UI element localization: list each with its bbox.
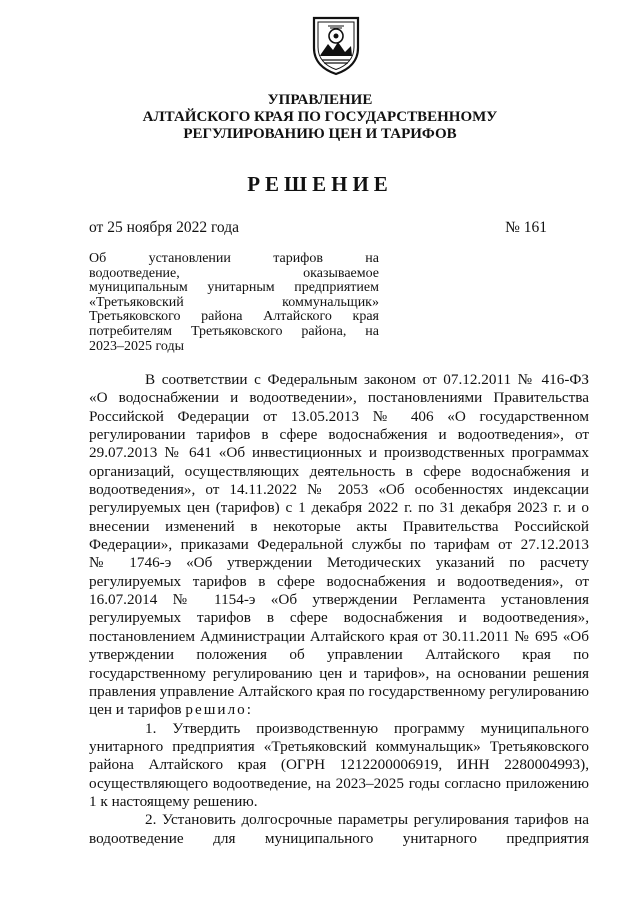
body-line: Федерации», приказами Федеральной службы по тарифам от 27.12.2013	[89, 536, 589, 554]
header-line: АЛТАЙСКОГО КРАЯ ПО ГОСУДАРСТВЕННОМУ	[142, 109, 498, 125]
document-body	[89, 371, 589, 848]
body-line: Российской Федерации от 13.05.2013 № 406 «О государственном	[89, 407, 589, 425]
item-1-line: осуществляющего водоотведение, на 2023–2025 годы согласно приложению	[89, 774, 589, 792]
coat-of-arms-emblem	[308, 14, 364, 76]
document-date: от 25 ноября 2022 года	[89, 219, 240, 236]
document-title: РЕШЕНИЕ	[247, 172, 393, 196]
document-number: № 161	[505, 219, 547, 236]
header-line: РЕГУЛИРОВАНИЮ ЦЕН И ТАРИФОВ	[183, 126, 457, 142]
body-line: 29.07.2013 № 641 «Об инвестиционных и производственных программах	[89, 444, 589, 462]
subject-line: Третьяковского района Алтайского края	[89, 309, 379, 325]
body-line: внесении изменений в некоторые акты Правительства Российской	[89, 517, 589, 535]
body-line: государственному регулированию цен и тарифов», на основании решения	[89, 664, 589, 682]
resolution-prefix: цен и тарифов	[89, 701, 186, 719]
item-1-line: района Алтайского края (ОГРН 1212200006919, ИНН 2280004993),	[89, 756, 589, 774]
item-1-line: 1. Утвердить производственную программу муниципального	[145, 719, 589, 737]
body-line: регулируемых тарифов в сфере водоснабжения и водоотведения», от	[89, 572, 589, 590]
body-line: водоотведения», от 14.11.2022 № 2053 «Об особенностях индексации	[89, 481, 589, 499]
body-line: В соответствии с Федеральным законом от 07.12.2011 № 416-ФЗ	[145, 371, 589, 388]
body-line: регулировании тарифов в сфере водоснабжения и водоотведения», от	[89, 426, 589, 444]
subject-line: Об установлении тарифов на	[89, 251, 379, 266]
body-line: правления управление Алтайского края по государственному регулированию	[89, 682, 589, 700]
authority-header	[0, 92, 640, 143]
body-line-resolution	[89, 701, 589, 719]
header-line: УПРАВЛЕНИЕ	[267, 92, 373, 108]
item-1-line: унитарного предприятия «Третьяковский коммунальщик» Третьяковского	[89, 737, 589, 755]
document-subject	[89, 252, 379, 354]
body-line: утверждении положения об управлении Алтайского края по	[89, 646, 589, 664]
body-line: 16.07.2014 № 1154-э «Об утверждении Регламента установления	[89, 591, 589, 609]
body-line: № 1746-э «Об утверждении Методических указаний по расчету	[89, 554, 589, 572]
subject-line: 2023–2025 годы	[89, 338, 185, 354]
resolved-word: решило:	[185, 701, 253, 719]
item-2-line: водоотведение для муниципального унитарного предприятия	[89, 829, 589, 847]
body-line: регулируемых цен (тарифов) с 1 декабря 2022 г. по 31 декабря 2023 г. и о	[89, 499, 589, 517]
body-line: организаций, осуществляющих деятельность в сфере водоснабжения и	[89, 462, 589, 480]
subject-line: водоотведение, оказываемое	[89, 265, 379, 281]
subject-line: «Третьяковский коммунальщик»	[89, 294, 379, 310]
subject-line: потребителям Третьяковского района, на	[89, 323, 379, 339]
body-line: постановлением Администрации Алтайского края от 30.11.2011 № 695 «Об	[89, 627, 589, 645]
item-1-line: 1 к настоящему решению.	[89, 792, 258, 810]
body-line: «О водоснабжении и водоотведении», постановлениями Правительства	[89, 389, 589, 407]
body-line: регулируемых тарифов в сфере водоснабжения и водоотведения»,	[89, 609, 589, 627]
item-2-line: 2. Установить долгосрочные параметры регулирования тарифов на	[145, 811, 589, 829]
subject-line: муниципальным унитарным предприятием	[89, 280, 379, 296]
